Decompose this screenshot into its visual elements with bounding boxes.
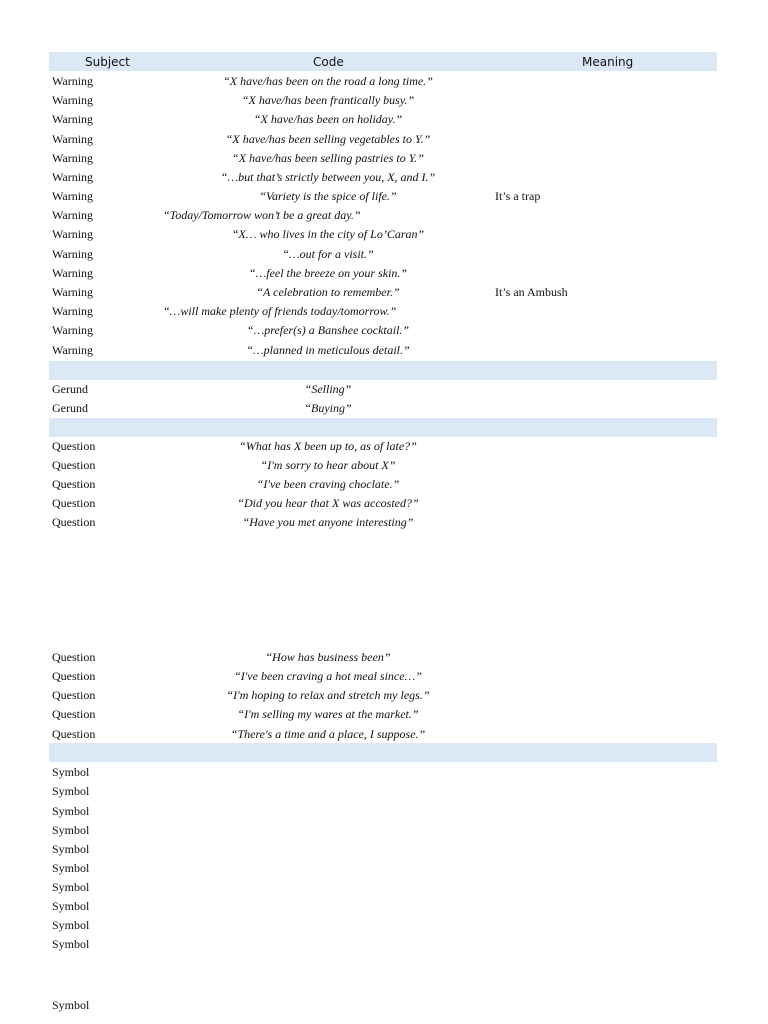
table-row: [0, 859, 768, 878]
table-row: [0, 437, 768, 456]
table-row: [0, 648, 768, 667]
table-row: [0, 399, 768, 418]
row-subject: Warning: [52, 343, 94, 357]
row-subject: Warning: [52, 74, 94, 88]
row-subject: Symbol: [52, 823, 90, 837]
table-row: [0, 130, 768, 149]
table-row: [0, 475, 768, 494]
table-row: [0, 916, 768, 935]
row-code: “X have/has been selling vegetables to Y.”: [225, 132, 431, 146]
table-row: [0, 341, 768, 360]
row-code: “I'm selling my wares at the market.”: [237, 707, 419, 721]
row-code: “X have/has been frantically busy.”: [241, 93, 415, 107]
section-separator: [49, 361, 717, 380]
row-subject: Warning: [52, 112, 94, 126]
row-code: “I've been craving a hot meal since…”: [234, 669, 422, 683]
row-subject: Question: [52, 515, 96, 529]
header-code: Code: [313, 55, 344, 69]
row-subject: Warning: [52, 132, 94, 146]
row-subject: Symbol: [52, 998, 90, 1012]
table-row: [0, 110, 768, 129]
table-row: [0, 321, 768, 340]
row-code: “X have/has been on the road a long time.”: [223, 74, 433, 88]
row-subject: Symbol: [52, 804, 90, 818]
table-row: [0, 302, 768, 321]
row-subject: Question: [52, 439, 96, 453]
table-row: [0, 513, 768, 532]
table-row: [0, 264, 768, 283]
row-code: “X… who lives in the city of Lo’Caran”: [231, 227, 425, 241]
row-subject: Question: [52, 458, 96, 472]
table-row: [0, 763, 768, 782]
table-row: [0, 380, 768, 399]
row-code: “What has X been up to, as of late?”: [239, 439, 417, 453]
table-row: [0, 667, 768, 686]
row-meaning: It’s a trap: [495, 189, 541, 203]
row-subject: Symbol: [52, 842, 90, 856]
table-row: [0, 494, 768, 513]
row-subject: Symbol: [52, 918, 90, 932]
row-code: “…planned in meticulous detail.”: [246, 343, 410, 357]
row-code: “I've been craving choclate.”: [256, 477, 400, 491]
table-row: [0, 840, 768, 859]
row-meaning: It’s an Ambush: [495, 285, 568, 299]
row-subject: Warning: [52, 247, 94, 261]
table-header: [49, 52, 717, 71]
row-code: “…will make plenty of friends today/tomorrow.”: [163, 304, 397, 318]
row-code: “…but that’s strictly between you, X, and I.”: [220, 170, 436, 184]
row-subject: Warning: [52, 208, 94, 222]
table-row: [0, 206, 768, 225]
table-row: [0, 705, 768, 724]
row-code: “Did you hear that X was accosted?”: [237, 496, 419, 510]
row-subject: Warning: [52, 189, 94, 203]
row-subject: Question: [52, 707, 96, 721]
row-subject: Question: [52, 477, 96, 491]
table-row: [0, 802, 768, 821]
row-subject: Symbol: [52, 899, 90, 913]
row-code: “There's a time and a place, I suppose.”: [230, 727, 426, 741]
row-subject: Warning: [52, 285, 94, 299]
table-row: [0, 91, 768, 110]
row-code: “X have/has been on holiday.”: [253, 112, 403, 126]
row-code: “Variety is the spice of life.”: [259, 189, 397, 203]
table-row: [0, 821, 768, 840]
table-row: [0, 456, 768, 475]
row-subject: Question: [52, 669, 96, 683]
section-separator: [49, 743, 717, 762]
header-meaning: Meaning: [582, 55, 634, 69]
table-row: [0, 878, 768, 897]
table-row: [0, 283, 768, 302]
row-subject: Question: [52, 727, 96, 741]
row-subject: Question: [52, 650, 96, 664]
row-subject: Question: [52, 688, 96, 702]
row-subject: Symbol: [52, 765, 90, 779]
table-row: [0, 72, 768, 91]
row-subject: Symbol: [52, 937, 90, 951]
row-subject: Warning: [52, 304, 94, 318]
table-row: [0, 897, 768, 916]
row-subject: Symbol: [52, 861, 90, 875]
row-subject: Symbol: [52, 784, 90, 798]
row-subject: Warning: [52, 266, 94, 280]
table-row: [0, 725, 768, 744]
table-row: [0, 187, 768, 206]
table-row: [0, 168, 768, 187]
table-row: [0, 782, 768, 801]
row-subject: Warning: [52, 170, 94, 184]
row-code: “…out for a visit.”: [282, 247, 374, 261]
row-subject: Warning: [52, 151, 94, 165]
table-row: [0, 996, 768, 1015]
row-code: “A celebration to remember.”: [256, 285, 400, 299]
table-row: [0, 149, 768, 168]
row-code: “Have you met anyone interesting”: [242, 515, 414, 529]
row-code: “Selling”: [304, 382, 352, 396]
row-subject: Warning: [52, 227, 94, 241]
table-row: [0, 935, 768, 954]
row-code: “I'm sorry to hear about X”: [260, 458, 396, 472]
row-code: “I'm hoping to relax and stretch my legs.”: [226, 688, 430, 702]
section-separator: [49, 418, 717, 437]
header-subject: Subject: [85, 55, 130, 69]
row-subject: Warning: [52, 323, 94, 337]
table-row: [0, 245, 768, 264]
row-code: “X have/has been selling pastries to Y.”: [232, 151, 424, 165]
row-code: “Buying”: [304, 401, 352, 415]
row-code: “How has business been”: [265, 650, 391, 664]
row-subject: Question: [52, 496, 96, 510]
row-subject: Symbol: [52, 880, 90, 894]
row-subject: Warning: [52, 93, 94, 107]
table-row: [0, 225, 768, 244]
table-row: [0, 686, 768, 705]
row-code: “…feel the breeze on your skin.”: [248, 266, 408, 280]
row-code: “Today/Tomorrow won’t be a great day.”: [163, 208, 361, 222]
row-code: “…prefer(s) a Banshee cocktail.”: [246, 323, 410, 337]
row-subject: Gerund: [52, 401, 88, 415]
row-subject: Gerund: [52, 382, 88, 396]
